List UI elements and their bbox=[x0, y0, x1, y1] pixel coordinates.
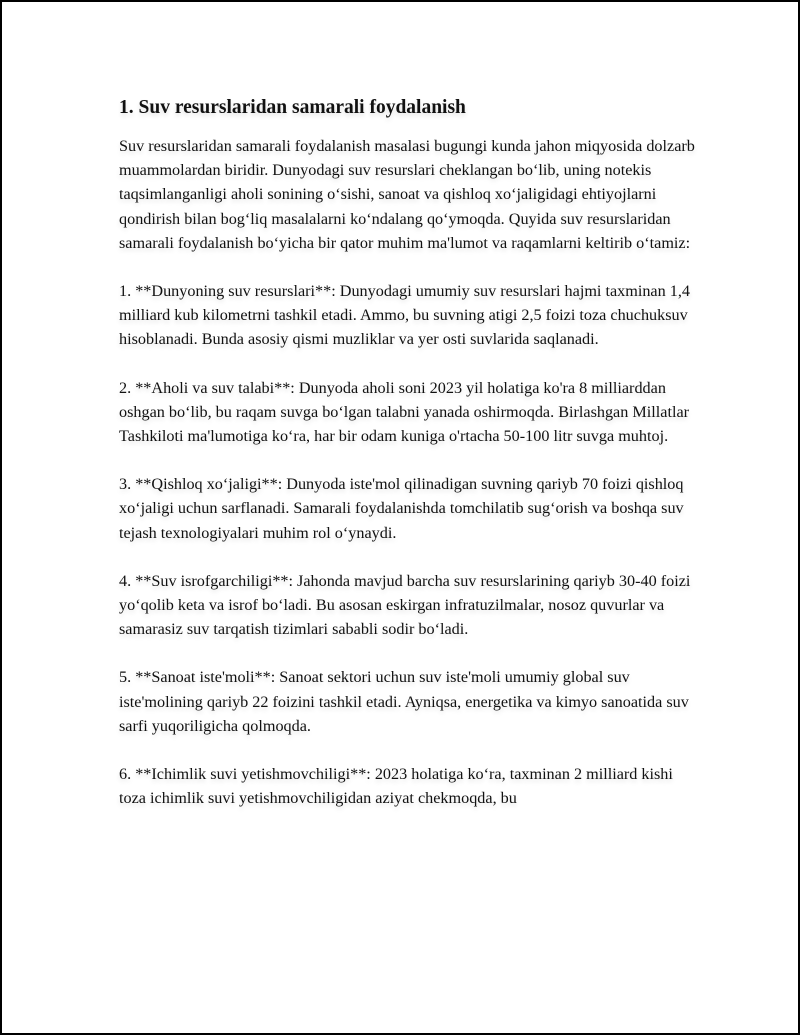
section-heading: 1. Suv resurslaridan samarali foydalanish bbox=[119, 97, 466, 118]
intro-paragraph: Suv resurslaridan samarali foydalanish masalasi bugungi kunda jahon miqyosida dolzarb muammolardan biridir. Dunyodagi suv resurslari cheklangan bo‘lib, uning notekis taqsimlanganligi aholi sonining o‘sishi, sanoat va qishloq xo‘jaligidagi ehtiyojlarni qondirish bilan bog‘liq masalalarni ko‘ndalang qo‘ymoqda. Quyida suv resurslaridan samarali foydalanish bo‘yicha bir qator muhim ma'lumot va raqamlarni keltirib o‘tamiz: bbox=[119, 137, 695, 252]
paragraph-agriculture: 3. **Qishloq xo‘jaligi**: Dunyoda iste'mol qilinadigan suvning qariyb 70 foizi qishloq xo‘jaligi uchun sarflanadi. Samarali foydalanishda tomchilatib sug‘orish va boshqa suv tejash texnologiyalari muhim rol o‘ynaydi. bbox=[119, 475, 684, 542]
paragraph-water-waste: 4. **Suv isrofgarchiligi**: Jahonda mavjud barcha suv resurslarining qariyb 30-40 foizi yo‘qolib keta va isrof bo‘ladi. Bu asosan eskirgan infratuzilmalar, nosoz quvurlar va samarasiz suv tarqatish tizimlari sababli sodir bo‘ladi. bbox=[119, 571, 691, 639]
paragraph-population-water-demand: 2. **Aholi va suv talabi**: Dunyoda aholi soni 2023 yil holatiga ko'ra 8 milliarddan oshgan bo‘lib, bu raqam suvga bo‘lgan talabni yanada oshirmoqda. Birlashgan Millatlar Tashkiloti ma'lumotiga ko‘ra, har bir odam kuniga o'rtacha 50-100 litr suvga muhtoj. bbox=[119, 378, 690, 446]
paragraph-industrial-consumption: 5. **Sanoat iste'moli**: Sanoat sektori uchun suv iste'moli umumiy global suv iste'molining qariyb 22 foizini tashkil etadi. Ayniqsa, energetika va kimyo sanoatida suv sarfi yuqoriligicha qolmoqda. bbox=[119, 668, 689, 735]
paragraph-drinking-water-shortage: 6. **Ichimlik suvi yetishmovchiligi**: 2023 holatiga ko‘ra, taxminan 2 milliard kishi toza ichimlik suvi yetishmovchiligidan aziyat chekmoqda, bu bbox=[119, 765, 673, 808]
document-body bbox=[119, 96, 699, 834]
paragraph-world-water-resources: 1. **Dunyoning suv resurslari**: Dunyodagi umumiy suv resurslari hajmi taxminan 1,4 milliard kub kilometrni tashkil etadi. Ammo, bu suvning atigi 2,5 foizi toza chuchuksuv hisoblanadi. Bunda asosiy qismi muzliklar va yer osti suvlarida saqlanadi. bbox=[119, 282, 690, 349]
